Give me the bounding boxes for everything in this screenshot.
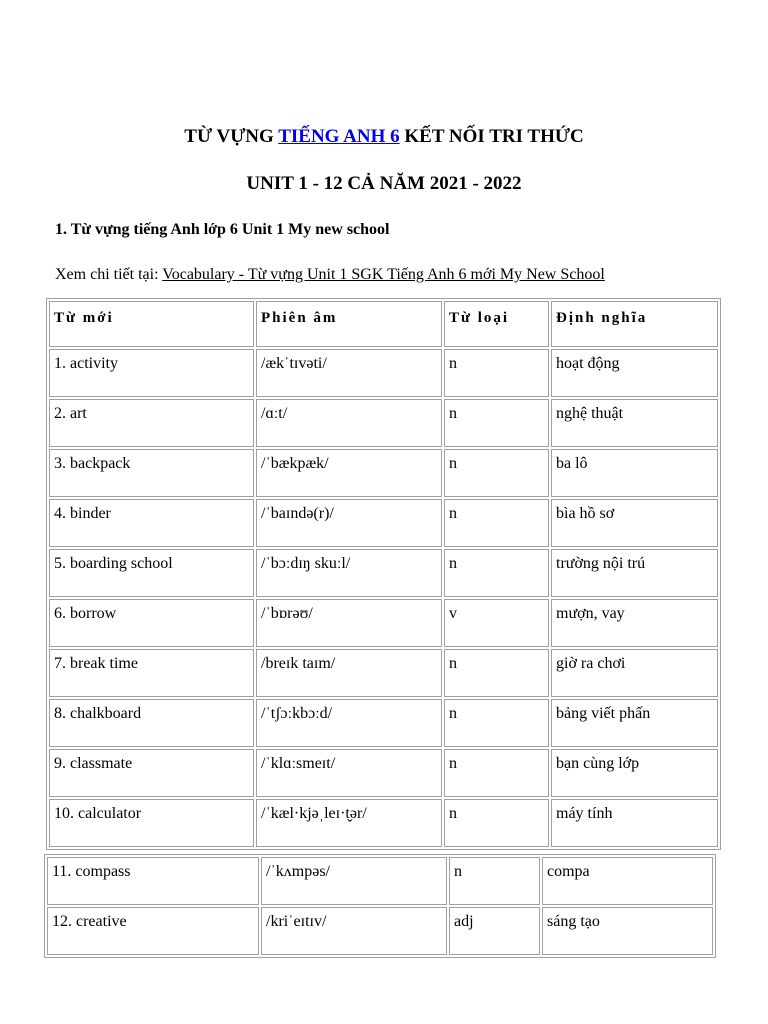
word-cell: 5. boarding school (49, 549, 254, 597)
word-cell: 2. art (49, 399, 254, 447)
word-type-cell: v (444, 599, 549, 647)
vocabulary-table-continued (44, 854, 716, 958)
word-type-cell: n (444, 449, 549, 497)
word-type-cell: n (444, 699, 549, 747)
definition-cell: trường nội trú (551, 549, 718, 597)
word-type-cell: n (444, 749, 549, 797)
definition-cell: bìa hồ sơ (551, 499, 718, 547)
word-cell: 12. creative (47, 907, 259, 955)
definition-cell: ba lô (551, 449, 718, 497)
definition-cell: nghệ thuật (551, 399, 718, 447)
table-row (49, 449, 718, 497)
definition-cell: sáng tạo (542, 907, 713, 955)
table-row (49, 399, 718, 447)
see-more-line (55, 266, 605, 284)
title-prefix: TỪ VỰNG (184, 126, 279, 147)
table-row (49, 699, 718, 747)
word-cell: 6. borrow (49, 599, 254, 647)
header-word-type: Từ loại (444, 301, 549, 347)
definition-cell: compa (542, 857, 713, 905)
word-type-cell: n (444, 349, 549, 397)
pronunciation-cell: /breɪk taɪm/ (256, 649, 442, 697)
word-cell: 9. classmate (49, 749, 254, 797)
table-row (49, 349, 718, 397)
word-cell: 8. chalkboard (49, 699, 254, 747)
word-type-cell: n (444, 499, 549, 547)
word-type-cell: n (444, 799, 549, 847)
word-cell: 7. break time (49, 649, 254, 697)
tieng-anh-6-link[interactable]: TIẾNG ANH 6 (278, 126, 400, 147)
pronunciation-cell: /ˈbækpæk/ (256, 449, 442, 497)
definition-cell: máy tính (551, 799, 718, 847)
definition-cell: hoạt động (551, 349, 718, 397)
pronunciation-cell: /ˈbɒrəʊ/ (256, 599, 442, 647)
word-cell: 3. backpack (49, 449, 254, 497)
pronunciation-cell: /ˈklɑːsmeɪt/ (256, 749, 442, 797)
table-row (49, 749, 718, 797)
table-row (49, 549, 718, 597)
definition-cell: mượn, vay (551, 599, 718, 647)
pronunciation-cell: /ɑːt/ (256, 399, 442, 447)
header-pronunciation: Phiên âm (256, 301, 442, 347)
word-cell: 4. binder (49, 499, 254, 547)
table-row (49, 799, 718, 847)
table-row (47, 857, 713, 905)
word-type-cell: n (444, 549, 549, 597)
table-row (49, 599, 718, 647)
pronunciation-cell: /kriˈeɪtɪv/ (261, 907, 447, 955)
title-suffix: KẾT NỐI TRI THỨC (399, 126, 584, 147)
document-subtitle: UNIT 1 - 12 CẢ NĂM 2021 - 2022 (246, 173, 522, 194)
see-more-prefix: Xem chi tiết tại: (55, 266, 163, 283)
word-cell: 10. calculator (49, 799, 254, 847)
definition-cell: giờ ra chơi (551, 649, 718, 697)
table-row (49, 499, 718, 547)
definition-cell: bạn cùng lớp (551, 749, 718, 797)
word-type-cell: n (444, 399, 549, 447)
section-heading: 1. Từ vựng tiếng Anh lớp 6 Unit 1 My new school (55, 221, 390, 238)
document-title (0, 126, 768, 148)
vocabulary-table (46, 298, 721, 850)
word-cell: 11. compass (47, 857, 259, 905)
header-word: Từ mới (49, 301, 254, 347)
definition-cell: bảng viết phấn (551, 699, 718, 747)
pronunciation-cell: /ˈbɔːdɪŋ skuːl/ (256, 549, 442, 597)
table-row (47, 907, 713, 955)
pronunciation-cell: /ˈkæl·kjəˌleɪ·t̬ər/ (256, 799, 442, 847)
pronunciation-cell: /ækˈtɪvəti/ (256, 349, 442, 397)
see-more-link[interactable]: Vocabulary - Từ vựng Unit 1 SGK Tiếng Anh 6 mới My New School (162, 266, 605, 283)
pronunciation-cell: /ˈtʃɔːkbɔːd/ (256, 699, 442, 747)
pronunciation-cell: /ˈkʌmpəs/ (261, 857, 447, 905)
word-cell: 1. activity (49, 349, 254, 397)
header-definition: Định nghĩa (551, 301, 718, 347)
table-row (49, 649, 718, 697)
word-type-cell: adj (449, 907, 540, 955)
word-type-cell: n (449, 857, 540, 905)
table-header-row (49, 301, 718, 347)
pronunciation-cell: /ˈbaɪndə(r)/ (256, 499, 442, 547)
word-type-cell: n (444, 649, 549, 697)
